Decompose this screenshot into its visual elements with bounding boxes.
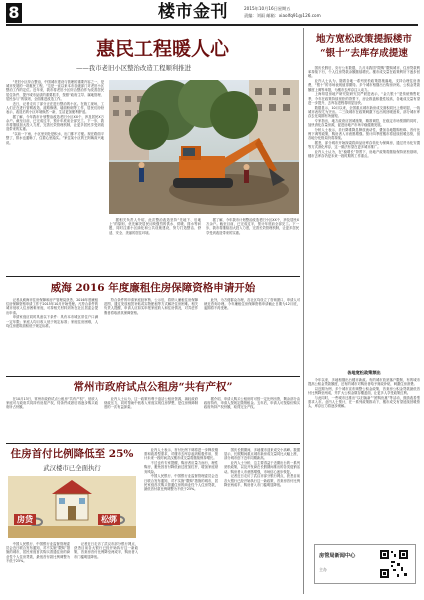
illustration-label-left: 房贷 [14,514,36,525]
column-paragraph: 国庆长假后，央行公布数据，九月末我国“限购”限购城市，住房贷款利率持续下行，个人住房贷款余额继续增长。楼市成交量在政策利好下逐步回暖。 [308,66,420,79]
tax-body-col4 [224,448,300,594]
column-paragraph: 数据显示，10月以来，全国重点城市新房成交面积同比上涨明显，一线城市表现尤为突出。二三线城市在政策刺激下也出现回暖迹象，部分城市库存去化周期有所缩短。 [308,105,420,119]
tax-paragraph: 记者近日走访了武汉市部分银行网点，获悉目前各大银行已经开始执行这一新政策，首套房首付比例降至两成半，购房者入市门槛明显降低。 [74,542,138,559]
lead-paragraph: “以前一下雨，小区里到处是积水，出门都不方便。现在路面平整了，排水也通畅了，住着心里踏实。”家住某小区的王阿姨高兴地说。 [6,132,104,145]
tax-body-col3 [144,448,218,594]
tax-subheadline: 武汉楼市已全面执行 [43,464,101,472]
masthead-rule [6,24,418,26]
housing-headline: 威海 2016 年度廉租住房保障资格申请开始 [50,282,256,294]
column-paragraph: 专家指出，地方政府应因城施策，精准调控，在稳定市场预期的同时，加快消化存量房源，促进房地产市场平稳健康发展。 [308,118,420,128]
column-paragraph: 以近期为例，多个城市宣布调整公积金政策，首套房公积金贷款最低首付比例降至两成，并扩大公积金缴存覆盖面，让更多人享受政策红利。 [308,387,420,396]
column-paragraph: 与此同时，一些城市还推出“以旧换新”“团购优惠”等活动，鼓励改善型需求入市。业内人士预计，在一系列政策推动下，楼市成交有望延续回暖势头，库存压力将逐步缓解。 [308,396,420,409]
lead-subheadline: ——我市老旧小区整治改造工程顺利推进 [76,64,192,72]
tax-paragraph: 中国人民银行、中国银行业监督管理委员会近日联合发布通知，对不实施“限购”措施的城市，居民家庭首次购买普通住房的商业性个人住房贷款，最低首付款比例调整为不低于25%。 [6,542,70,563]
tax-paragraph: 不过也有专家提醒，购房者应量力而行，理性购房，避免因首付降低而过度加杠杆，增加家庭财务风险。 [144,461,218,474]
column-divider [303,28,304,594]
property-body-col3 [204,397,300,439]
lead-paragraph: “老旧小区综合整治，中国城市建设与管理的重要内容之一，是城市发展的一项惠民工程。”这是一直以来本市各级部门对老旧小区整治工作的定位。近年来，我市将老旧小区综合整治作为改善居民居住条件、提升城市品质的重要抓手，按照“政府主导、属地管理、居民参与”的原则，全面推进改造工作。 [6,80,104,101]
column-paragraph: 业内人士认为，随着各地一系列宽松政策措施落地，支持合理住房消费，“银十”的市场表现值得期待。多个城市相继出台购房补贴、公积金贷款额度上调等举措，为楼市去库存注入动力。 [308,79,420,92]
property-body-col1 [6,397,98,439]
lead-story [6,28,300,272]
tax-body-col1 [6,542,70,594]
property-paragraph: 据介绍，申请人购买公租房时可按一定比例出资，剩余部分由政府持有，申请人按规定缴纳租金。五年后，申请人可按原价购买政府所持产权份额，取得完全产权。 [204,397,300,410]
column-body-2 [308,378,420,538]
illustration-label-right: 松绑 [98,514,120,525]
column-paragraph: 据悉，部分城市开始探索将商品房库存转化为保障房，通过货币化安置等方式消化库存，这一做法有望在更多城市推广。 [308,141,420,150]
property-paragraph: 业内人士认为，这一政策有利于盘活公租房资源，减轻政府财政压力，同时帮助中低收入家庭实现住房梦想，是住房保障制度的一次有益探索。 [104,397,198,410]
section-rule [6,376,300,377]
ad-block [314,544,416,584]
masthead [0,0,424,26]
column-paragraph: 今年以来，多地相继出台楼市新政。有的城市放宽落户限制，有的城市提高公积金贷款额度，还有的城市对购房者给予财政补贴，刺激住房消费。 [308,378,420,387]
housing-paragraph: 此外，为方便群众办理，各社区均设立了咨询窗口，申请人可就近咨询办理。今年廉租住房保障资格申请截止日期为12月底，逾期将不再受理。 [204,298,300,311]
lead-body-col3 [206,218,299,270]
housing-paragraph: 申请家庭应同时具备以下条件：具有本市城区常住户口满一定年限；家庭人均月收入低于规定标准；家庭住房困难，人均住房建筑面积低于规定标准。 [6,315,98,328]
tax-paragraph: 业内人士表示，首付比例下调将进一步释放刚需和改善型需求，对楼市去库存起到积极作用，预计未来一段时间武汉楼市成交量将继续保持增长。 [144,448,218,461]
lead-headline: 惠民工程暖人心 [96,38,230,60]
housing-body-col3 [204,298,300,372]
column-paragraph: 分析人士表示，央行降准降息释放流动性，叠加各地限购松绑、首付比例下调等政策，购房者入市意愿增强。预计四季度楼市将延续回暖态势，但各地分化格局仍将持续。 [308,127,420,141]
tax-paragraph: 中国人民银行、中国银行业监督管理委员会近日联合发布通知，对不实施“限购”措施的城市，居民家庭首次购买普通住房的商业性个人住房贷款，最低首付款比例调整为不低于25%。 [144,474,218,492]
housing-body-col1 [6,298,98,372]
date-line: 2015年10月16日星期五 [244,6,291,11]
section-rule [6,276,300,277]
property-body-col2 [104,397,198,439]
column-body [308,66,420,366]
qr-code-icon [379,549,409,579]
column-headline-2: “银十”去库存成提速 [320,48,408,59]
housing-paragraph: 记者从威海市住房保障和房产管理局获悉，2016年度廉租住房保障资格申请工作于2015年10月开始受理。凡符合条件的城市低收入住房困难家庭，可持相关材料到所在社区居委会提出申请。 [6,298,98,315]
section-title: 楼市金刊 [158,2,228,22]
ad-sub: 主办 [319,567,327,572]
column-paragraph: 上海易居房地产研究院研究员严跃进表示，“金九银十”是传统销售旺季，今年在政策持续宽松的背景下，房企推盘积极性较高，各地成交量有望进一步提升，去库存进程将明显加快。 [308,92,420,105]
housing-paragraph: 符合条件的申请家庭经审核、公示后，将纳入廉租住房保障范围，通过发放租赁补贴或实物配租等方式解决住房困难。相关负责人提醒，申请人应如实申报家庭收入和住房情况，对弄虚作假者将取消其保障资格。 [104,298,198,315]
column-subhead: 各地宽松政策频出 [347,370,381,375]
tax-story [6,446,300,596]
housing-story [6,280,300,374]
section-rule [6,443,300,444]
lead-paragraph: 据了解，今年我市计划整治改造老旧小区XX个，涉及居民X万余户。截至目前，已完成过半，预计年底前全部完工。下一步，我市将继续加大投入力度，完善长效管理机制，让更多居民享受到改造带来的实惠。 [206,218,299,235]
lead-body-col2 [109,218,201,270]
tax-paragraph: 记者近日走访了武汉市部分银行网点，获悉目前各大银行已经开始执行这一新政策，首套房首付比例降至两成半，购房者入市门槛明显降低。 [224,474,300,487]
column-paragraph: 业内人士认为，在“稳增长”背景下，房地产政策将继续保持宽松基调，楼市去库存仍是未来一段时期的工作重点。 [308,150,420,159]
mortgage-illustration [8,476,136,538]
column-headline-1: 地方宽松政策提振楼市 [316,34,412,45]
housing-body-col2 [104,298,198,372]
lead-body-col1 [6,80,104,268]
excavator-photo [109,80,299,214]
page-number: 8 [8,3,20,22]
property-paragraph: 在10月13日，常州市政府试点公租房“共有产权”，低收入家庭可与政府共同持有房屋产权，待条件成熟后再逐步购买政府所占份额。 [6,397,98,410]
lead-paragraph: 据了解，今年我市计划整治改造老旧小区XX个，涉及居民X万余户。截至目前，已完成过半，预计年底前全部完工。下一步，我市将继续加大投入力度，完善长效管理机制，让更多居民享受到改造带来的实惠。 [6,114,104,132]
editor-line: 责编：刘雨 邮箱：xiaolfq91@126.com [244,13,321,18]
property-story [6,379,300,441]
lead-photo [109,80,299,214]
column-story [308,28,420,596]
tax-paragraph: 业内人士分析，这主要得益于近期出台的一系列宽松政策，以及开发商在长假期间推出的各类促销活动。购房者入市意愿增强，市场信心逐步恢复。 [224,461,300,474]
tax-paragraph: 国庆长假期间，多地楼市迎来成交小高峰。数据显示，长假期间重点城市新房成交量同比大幅上涨，部分城市创下近年同期新高。 [224,448,300,461]
house-chain-icon [8,476,136,538]
property-headline: 常州市政府试点公租房“共有产权” [73,381,233,393]
lead-paragraph: 近日，记者走访了部分正在进行整治的小区。在施工现场，工人们正在进行管网改造、道路修缮、墙面粉刷等工作，居民们纷纷表示，改造后的小区环境焕然一新，生活更加便利舒适。 [6,101,104,115]
lead-paragraph: 据相关负责人介绍，此次整治改造坚持“先地下、后地上”的原则，优先解决居民反映强烈的供水、供暖、排水等问题，同时注重小区绿化和公共设施建设，努力打造整洁、舒适、安全、美丽的居住环境。 [109,218,201,235]
tax-headline: 住房首付比例降低至 25% [10,448,134,460]
ad-label: 房管局新闻中心 [319,553,356,559]
tax-body-col2 [74,542,138,594]
